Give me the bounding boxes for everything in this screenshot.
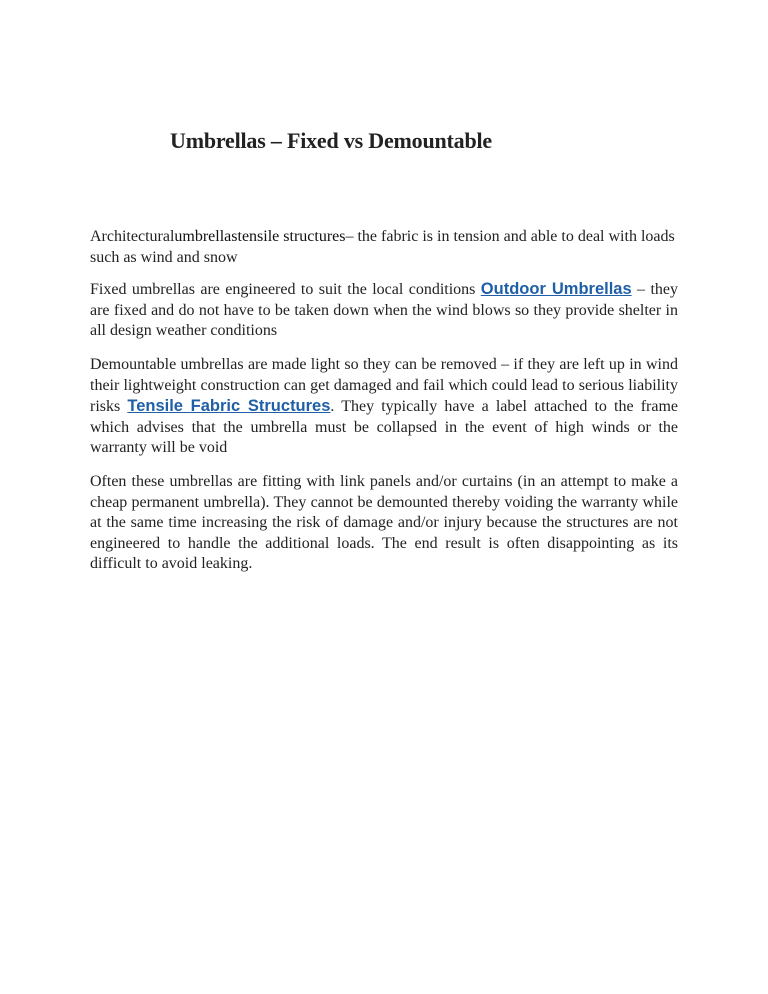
paragraph-intro-text-a: Architectural [90,228,175,245]
paragraph-fixed-text-a: Fixed umbrellas are engineered to suit the local conditions [90,281,481,299]
document-title: Umbrellas – Fixed vs Demountable [170,128,492,153]
paragraph-link-panels: Often these umbrellas are fitting with link panels and/or curtains (in an attempt to make a cheap permanent umbrella). They cannot be demounted thereby voiding the warranty while at the same time increasing the risk of damage and/or injury because the structures are not engineered to handle the additional loads. The end result is often disappointing as its difficult to avoid leaking. [90,472,678,573]
paragraph-demountable [90,355,678,459]
tensile-fabric-structures-link[interactable]: Tensile Fabric Structures [127,397,331,416]
paragraph-demountable-text-b: . They typically have a label attached to the frame which advises that the umbrella must be collapsed in the event of high winds or the warranty will be void [90,398,679,457]
paragraph-demountable-text-a: Demountable umbrellas are made light so they can be removed – if they are left up in wind their lightweight construction can get damaged and fail which could lead to serious liability risks [90,355,678,416]
paragraph-intro [90,227,678,268]
paragraph-intro-keywords: umbrellastensile structures [174,228,346,245]
paragraph-fixed-text-b: – they are fixed and do not have to be taken down when the wind blows so they provide shelter in all design weather conditions [90,281,679,340]
outdoor-umbrellas-link[interactable]: Outdoor Umbrellas [480,280,632,299]
paragraph-intro-text-c: – the fabric is in tension and able to deal with loads such as wind and snow [90,228,675,266]
paragraph-fixed [90,279,678,342]
document-body [90,227,678,588]
